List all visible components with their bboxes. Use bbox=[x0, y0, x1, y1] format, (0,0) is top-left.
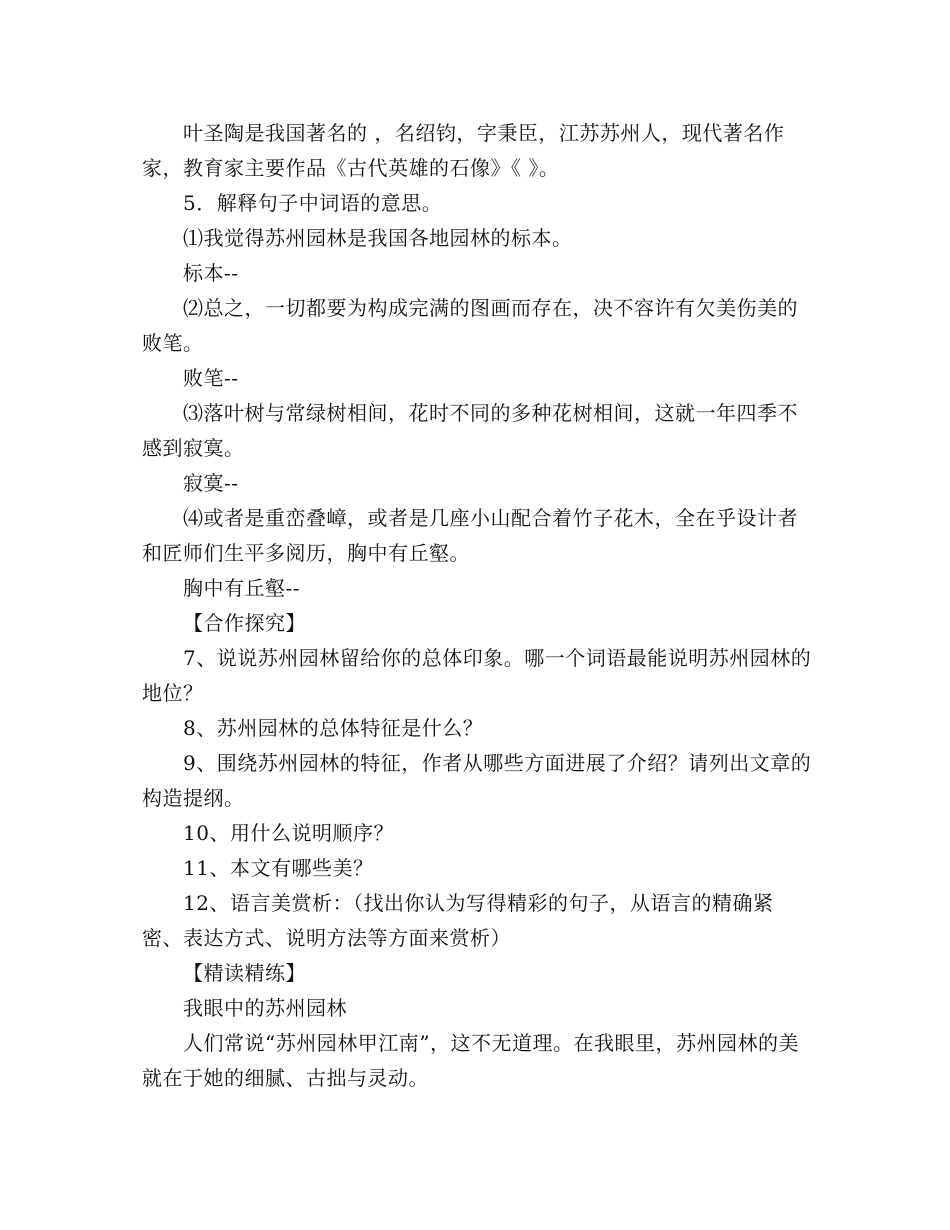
paragraph-term-baibi: 败笔-- bbox=[183, 366, 239, 390]
paragraph-question-12: 12、语言美赏析：（找出你认为写得精彩的句子，从语言的精确紧密、表达方式、说明方法等方面来赏析） bbox=[142, 891, 774, 950]
document-page bbox=[142, 116, 812, 1096]
paragraph-sentence-3: ⑶落叶树与常绿树相间，花时不同的多种花树相间，这就一年四季不感到寂寞。 bbox=[142, 401, 798, 460]
paragraph-question-7: 7、说说苏州园林留给你的总体印象。哪一个词语最能说明苏州园林的地位？ bbox=[142, 646, 812, 705]
paragraph-sentence-2: ⑵总之，一切都要为构成完满的图画而存在，决不容许有欠美伤美的败笔。 bbox=[142, 296, 798, 355]
paragraph-question-11: 11、本文有哪些美？ bbox=[183, 856, 374, 880]
paragraph-term-jimo: 寂寞-- bbox=[183, 471, 239, 495]
essay-title: 我眼中的苏州园林 bbox=[183, 996, 347, 1020]
paragraph-question-10: 10、用什么说明顺序？ bbox=[183, 821, 394, 845]
paragraph-term-qiuhe: 胸中有丘壑-- bbox=[183, 576, 301, 600]
paragraph-author-intro: 叶圣陶是我国著名的 ，名绍钧，字秉臣，江苏苏州人，现代著名作家，教育家主要作品《古代英雄的石像》《 》。 bbox=[142, 121, 785, 180]
section-heading-intensive-reading: 【精读精练】 bbox=[183, 961, 306, 985]
paragraph-question-9: 9、围绕苏州园林的特征，作者从哪些方面进展了介绍？请列出文章的构造提纲。 bbox=[142, 751, 812, 810]
paragraph-sentence-1: ⑴我觉得苏州园林是我国各地园林的标本。 bbox=[183, 226, 573, 250]
paragraph-sentence-4: ⑷或者是重峦叠嶂，或者是几座小山配合着竹子花木，全在乎设计者和匠师们生平多阅历，胸中有丘壑。 bbox=[142, 506, 798, 565]
paragraph-question-5: 5．解释句子中词语的意思。 bbox=[183, 191, 443, 215]
section-heading-cooperation: 【合作探究】 bbox=[183, 611, 306, 635]
paragraph-question-8: 8、苏州园林的总体特征是什么？ bbox=[183, 716, 484, 740]
essay-paragraph-1: 人们常说“苏州园林甲江南”，这不无道理。在我眼里，苏州园林的美就在于她的细腻、古拙与灵动。 bbox=[142, 1031, 799, 1090]
paragraph-term-biaoben: 标本-- bbox=[183, 261, 239, 285]
